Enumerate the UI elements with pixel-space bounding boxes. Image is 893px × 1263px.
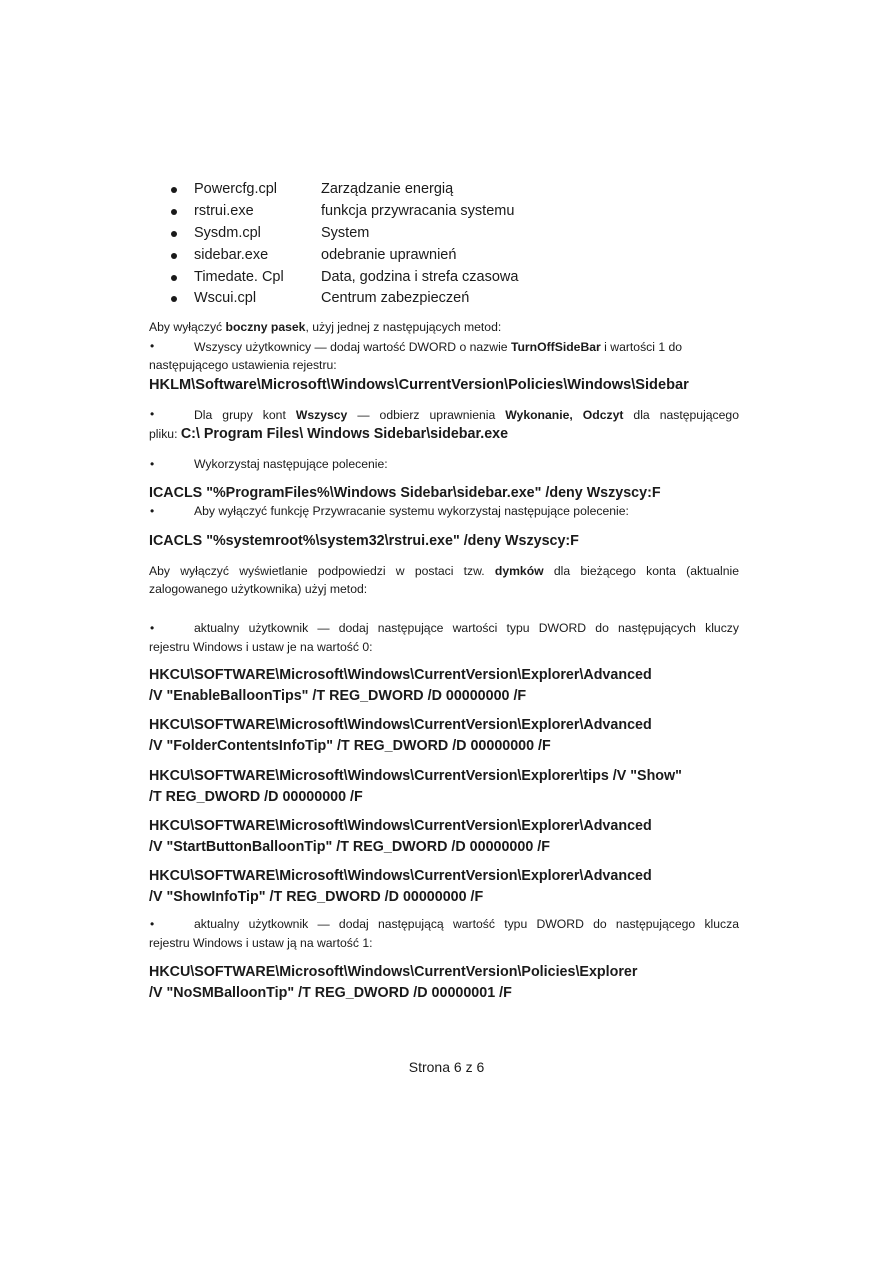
registry-key: HKCU\SOFTWARE\Microsoft\Windows\CurrentVersion\Explorer\Advanced [149, 818, 652, 834]
registry-value: /V "StartButtonBalloonTip" /T REG_DWORD /D 00000000 /F [149, 839, 550, 855]
bullet [171, 253, 177, 259]
small-bullet: • [150, 457, 155, 471]
bold-text: TurnOffSideBar [510, 340, 601, 354]
list-item-name: Powercfg.cpl [194, 181, 278, 197]
paragraph-use-command: Wykorzystaj następujące polecenie: [194, 457, 388, 471]
bold-text: Wykonanie, Odczyt [505, 408, 624, 422]
paragraph-line: następującego ustawienia rejestru: [149, 358, 337, 372]
list-item-name: Sysdm.cpl [194, 225, 261, 241]
bullet [171, 231, 177, 237]
small-bullet: • [150, 621, 155, 635]
text: Aby wyłączyć [149, 320, 226, 334]
list-item-name: rstrui.exe [194, 203, 254, 219]
registry-key: HKCU\SOFTWARE\Microsoft\Windows\CurrentVersion\Policies\Explorer [149, 964, 638, 980]
registry-key-sidebar: HKLM\Software\Microsoft\Windows\CurrentVersion\Policies\Windows\Sidebar [149, 377, 689, 393]
small-bullet: • [150, 339, 155, 353]
paragraph-current-user: aktualny użytkownik — dodaj następujące wartości typu DWORD do następujących kluczy [194, 621, 739, 635]
bullet [171, 209, 177, 215]
paragraph-line [149, 425, 508, 443]
list-item-name: Timedate. Cpl [194, 269, 284, 285]
text: Dla grupy kont [194, 408, 296, 422]
list-item [0, 205, 893, 227]
text: Wszyscy użytkownicy — dodaj wartość DWORD o nazwie [194, 340, 511, 354]
bullet [171, 187, 177, 193]
list-item-desc: Centrum zabezpieczeń [321, 290, 470, 306]
bullet [171, 275, 177, 281]
bold-text: dymków [494, 564, 544, 578]
small-bullet: • [150, 504, 155, 518]
paragraph-line: rejestru Windows i ustaw je na wartość 0: [149, 640, 373, 654]
list-item-name: sidebar.exe [194, 247, 269, 263]
bold-text: boczny pasek [225, 320, 306, 334]
list-item-desc: odebranie uprawnień [321, 247, 457, 263]
list-item-desc: System [321, 225, 370, 241]
list-item-desc: Data, godzina i strefa czasowa [321, 269, 519, 285]
registry-key: HKCU\SOFTWARE\Microsoft\Windows\CurrentVersion\Explorer\Advanced [149, 717, 652, 733]
paragraph-line: zalogowanego użytkownika) użyj metod: [149, 582, 368, 596]
registry-key: HKCU\SOFTWARE\Microsoft\Windows\CurrentVersion\Explorer\Advanced [149, 667, 652, 683]
text: i wartości 1 do [600, 340, 683, 354]
page-number: Strona 6 z 6 [408, 1059, 485, 1075]
paragraph-current-user-one: aktualny użytkownik — dodaj następującą wartość typu DWORD do następującego klucza [194, 917, 739, 931]
bullet [171, 296, 177, 302]
registry-key: HKCU\SOFTWARE\Microsoft\Windows\CurrentVersion\Explorer\tips /V "Show" [149, 768, 682, 784]
list-item-name: Wscui.cpl [194, 290, 257, 306]
paragraph-everyone-group [194, 407, 739, 425]
command-icacls-sidebar: ICACLS "%ProgramFiles%\Windows Sidebar\sidebar.exe" /deny Wszyscy:F [149, 485, 661, 501]
registry-key: HKCU\SOFTWARE\Microsoft\Windows\CurrentVersion\Explorer\Advanced [149, 868, 652, 884]
bold-text: Wszyscy [295, 408, 348, 422]
text: dla bieżącego konta (aktualnie [543, 564, 740, 578]
paragraph-balloons [149, 563, 739, 581]
text: dla następującego [623, 408, 739, 422]
registry-value: /T REG_DWORD /D 00000000 /F [149, 789, 363, 805]
small-bullet: • [150, 917, 155, 931]
registry-value: /V "FolderContentsInfoTip" /T REG_DWORD /D 00000000 /F [149, 738, 551, 754]
list-item-desc: funkcja przywracania systemu [321, 203, 515, 219]
registry-value: /V "ShowInfoTip" /T REG_DWORD /D 00000000 /F [149, 889, 484, 905]
text: Aby wyłączyć wyświetlanie podpowiedzi w postaci tzw. [149, 564, 495, 578]
registry-value: /V "NoSMBalloonTip" /T REG_DWORD /D 00000001 /F [149, 985, 512, 1001]
file-path: C:\ Program Files\ Windows Sidebar\sidebar.exe [180, 426, 509, 442]
registry-value: /V "EnableBalloonTips" /T REG_DWORD /D 00000000 /F [149, 688, 527, 704]
list-item [0, 183, 893, 205]
paragraph-sidebar-intro [149, 319, 739, 337]
list-item [0, 249, 893, 271]
paragraph-system-restore: Aby wyłączyć funkcję Przywracanie systemu wykorzystaj następujące polecenie: [194, 504, 629, 518]
paragraph-all-users [194, 339, 682, 357]
text: pliku: [149, 427, 181, 441]
paragraph-line: rejestru Windows i ustaw ją na wartość 1: [149, 936, 373, 950]
text: , użyj jednej z następujących metod: [305, 320, 502, 334]
list-item [0, 292, 893, 314]
list-item-desc: Zarządzanie energią [321, 181, 454, 197]
small-bullet: • [150, 407, 155, 421]
list-item [0, 227, 893, 249]
command-icacls-rstrui: ICACLS "%systemroot%\system32\rstrui.exe" /deny Wszyscy:F [149, 533, 579, 549]
text: — odbierz uprawnienia [347, 408, 506, 422]
